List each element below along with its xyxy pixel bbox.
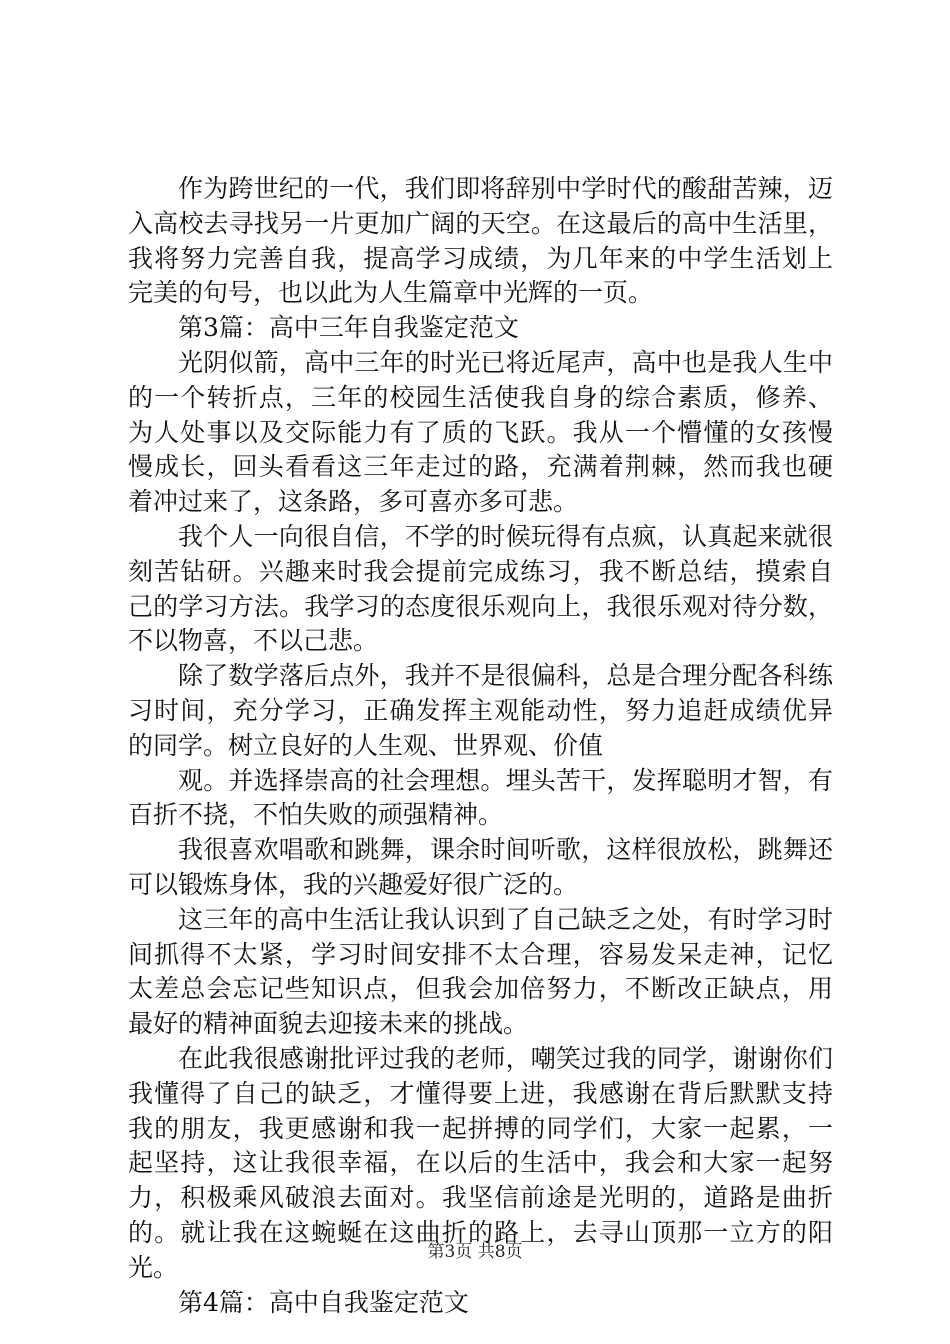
text-line: 可以锻炼身体，我的兴趣爱好很广泛的。 bbox=[128, 869, 579, 899]
text-line: 在此我很感谢批评过我的老师，嘲笑过我的同学，谢谢你们 bbox=[178, 1043, 833, 1073]
text-line: 除了数学落后点外，我并不是很偏科，总是合理分配各科练 bbox=[178, 661, 833, 691]
text-line: 这三年的高中生活让我认识到了自己缺乏之处，有时学习时 bbox=[178, 904, 833, 934]
text-line: 的。就让我在这蜿蜒在这曲折的路上，去寻山顶那一立方的阳 bbox=[128, 1217, 833, 1247]
text-line: 刻苦钻研。兴趣来时我会提前完成练习，我不断总结，摸索自 bbox=[128, 556, 833, 586]
text-line: 太差总会忘记些知识点，但我会加倍努力，不断改正缺点，用 bbox=[128, 974, 833, 1004]
text-line: 起坚持，这让我很幸福，在以后的生活中，我会和大家一起努 bbox=[128, 1148, 833, 1178]
text-line: 的一个转折点，三年的校园生活使我自身的综合素质，修养、 bbox=[128, 382, 833, 412]
text-line: 我个人一向很自信，不学的时候玩得有点疯，认真起来就很 bbox=[178, 521, 833, 551]
text-line: 己的学习方法。我学习的态度很乐观向上，我很乐观对待分数， bbox=[128, 591, 833, 621]
text-line: 作为跨世纪的一代，我们即将辞别中学时代的酸甜苦辣，迈 bbox=[178, 174, 833, 203]
text-line: 观。并选择崇高的社会理想。埋头苦干，发挥聪明才智，有 bbox=[178, 765, 833, 795]
text-line: 力，积极乘风破浪去面对。我坚信前途是光明的，道路是曲折 bbox=[128, 1183, 833, 1213]
text-line: 为人处事以及交际能力有了质的飞跃。我从一个懵懂的女孩慢 bbox=[128, 417, 833, 447]
text-line: 着冲过来了，这条路，多可喜亦多可悲。 bbox=[128, 487, 579, 517]
text-line: 我很喜欢唱歌和跳舞，课余时间听歌，这样很放松，跳舞还 bbox=[178, 835, 833, 865]
text-line: 我的朋友，我更感谢和我一起拼搏的同学们，大家一起累，一 bbox=[128, 1113, 833, 1143]
text-line: 间抓得不太紧，学习时间安排不太合理，容易发呆走神，记忆 bbox=[128, 939, 833, 969]
text-line: 入高校去寻找另一片更加广阔的天空。在这最后的高中生活里， bbox=[128, 208, 833, 238]
text-line: 第3篇：高中三年自我鉴定范文 bbox=[178, 313, 519, 343]
text-line: 光。 bbox=[128, 1252, 179, 1282]
text-line: 第4篇：高中自我鉴定范文 bbox=[178, 1287, 469, 1317]
text-line: 我将努力完善自我，提高学习成绩，为几年来的中学生活划上 bbox=[128, 243, 833, 273]
text-line: 完美的句号，也以此为人生篇章中光辉的一页。 bbox=[128, 278, 654, 308]
text-line: 我懂得了自己的缺乏，才懂得要上进，我感谢在背后默默支持 bbox=[128, 1078, 833, 1108]
page-footer: 第3页 共8页 bbox=[427, 1242, 523, 1262]
text-line: 习时间，充分学习，正确发挥主观能动性，努力追赶成绩优异 bbox=[128, 695, 833, 725]
text-line: 不以物喜，不以己悲。 bbox=[128, 626, 379, 656]
text-line: 光阴似箭，高中三年的时光已将近尾声，高中也是我人生中 bbox=[178, 347, 833, 377]
text-line: 的同学。树立良好的人生观、世界观、价值 bbox=[128, 730, 604, 760]
text-line: 慢成长，回头看看这三年走过的路，充满着荆棘，然而我也硬 bbox=[128, 452, 833, 482]
text-line: 最好的精神面貌去迎接未来的挑战。 bbox=[128, 1009, 529, 1039]
text-line: 百折不挠，不怕失败的顽强精神。 bbox=[128, 800, 504, 830]
document-body bbox=[128, 172, 833, 1320]
